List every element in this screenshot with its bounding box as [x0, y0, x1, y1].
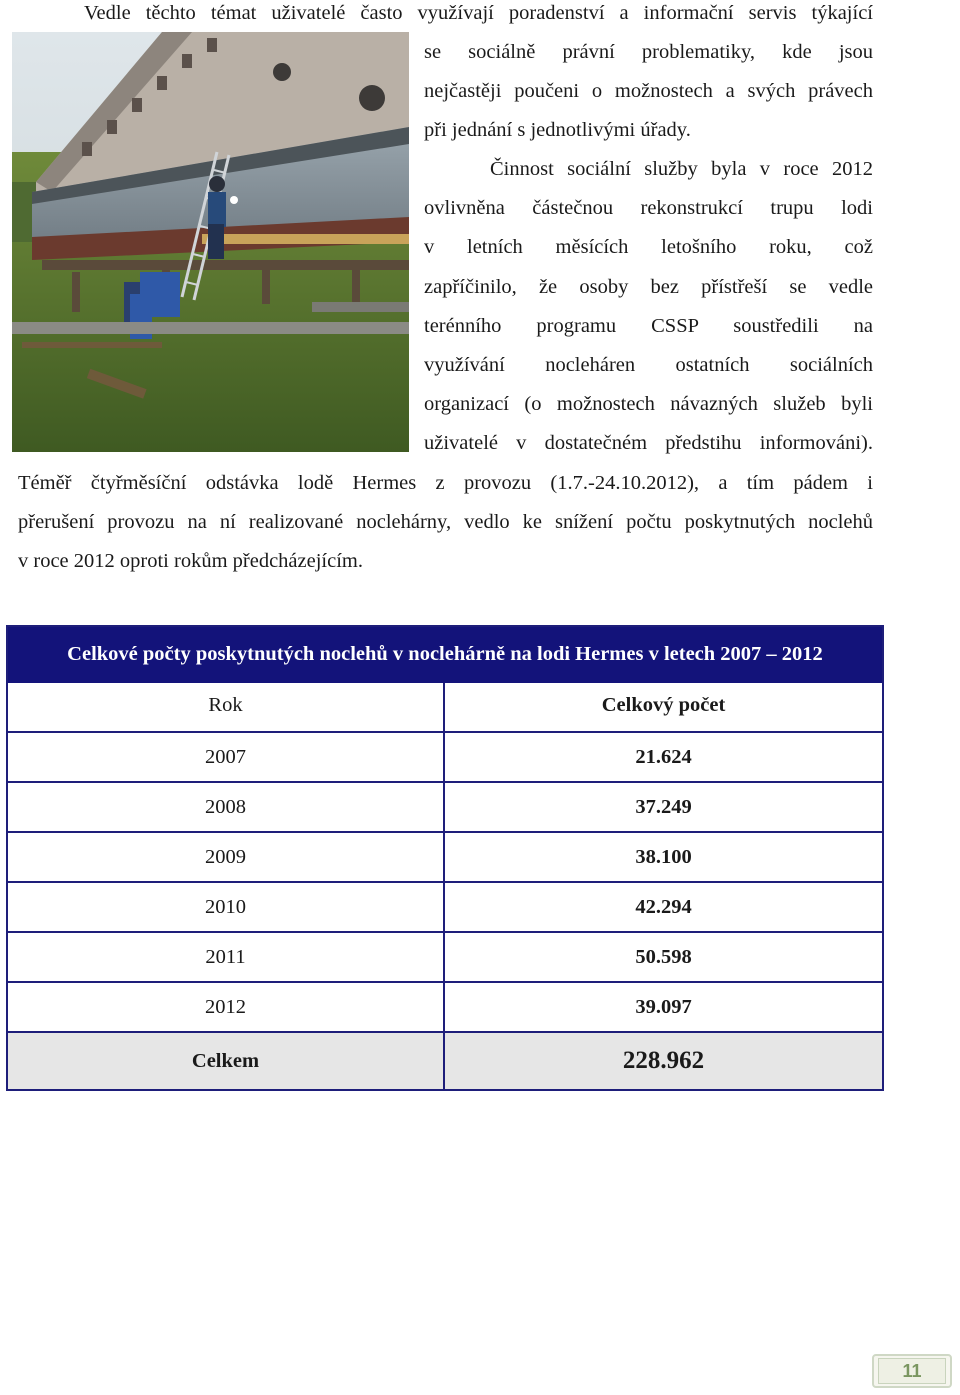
total-value: 228.962: [622, 1047, 705, 1074]
table-row: [8, 933, 882, 983]
year-cell: 2011: [8, 933, 445, 981]
paragraph-line: přerušení provozu na ní realizované noclehárny, vedlo ke snížení počtu poskytnutých noclehů: [18, 511, 873, 533]
table-total-row: [8, 1033, 882, 1089]
year-cell: 2008: [8, 783, 445, 831]
paragraph-line: využívání nocleháren ostatních sociálních: [424, 354, 873, 376]
column-header-total: Celkový počet: [601, 693, 726, 716]
table-row: [8, 833, 882, 883]
table-row: [8, 983, 882, 1033]
table-header-row: [8, 683, 882, 733]
paragraph-line: v letních měsících letošního roku, což: [424, 236, 873, 258]
paragraph-line: se sociálně právní problematiky, kde jsou: [424, 41, 873, 63]
count-cell: 42.294: [635, 895, 692, 918]
lodging-statistics-table: [6, 625, 884, 1091]
page-number: 11: [878, 1358, 946, 1384]
total-label: Celkem: [8, 1033, 445, 1089]
year-cell: 2012: [8, 983, 445, 1031]
paragraph-line: při jednání s jednotlivými úřady.: [424, 119, 691, 141]
table-title: Celkové počty poskytnutých noclehů v noclehárně na lodi Hermes v letech 2007 – 2012: [8, 627, 882, 683]
paragraph-line: terénního programu CSSP soustředili na: [424, 315, 873, 337]
count-cell: 38.100: [635, 845, 692, 868]
count-cell: 50.598: [635, 945, 692, 968]
year-cell: 2010: [8, 883, 445, 931]
paragraph-line: v roce 2012 oproti rokům předcházejícím.: [18, 550, 363, 572]
paragraph-line: uživatelé v dostatečném předstihu informováni).: [424, 432, 873, 454]
paragraph-line: Vedle těchto témat uživatelé často využívají poradenství a informační servis týkající: [84, 2, 873, 24]
year-cell: 2007: [8, 733, 445, 781]
table-row: [8, 733, 882, 783]
paragraph-line: zapříčinilo, že osoby bez přístřeší se vedle: [424, 276, 873, 298]
count-cell: 39.097: [635, 995, 692, 1018]
column-header-year: Rok: [8, 683, 445, 731]
count-cell: 37.249: [635, 795, 692, 818]
paragraph-line: nejčastěji poučeni o možnostech a svých právech: [424, 80, 873, 102]
year-cell: 2009: [8, 833, 445, 881]
paragraph-line: organizací (o možnostech návazných služeb byli: [424, 393, 873, 415]
page-number-box: [872, 1354, 952, 1388]
table-row: [8, 783, 882, 833]
ship-repair-photo: [12, 32, 409, 452]
paragraph-line: Činnost sociální služby byla v roce 2012: [490, 158, 873, 180]
paragraph-line: ovlivněna částečnou rekonstrukcí trupu lodi: [424, 197, 873, 219]
paragraph-line: Téměř čtyřměsíční odstávka lodě Hermes z provozu (1.7.-24.10.2012), a tím pádem i: [18, 472, 873, 494]
count-cell: 21.624: [635, 745, 692, 768]
table-row: [8, 883, 882, 933]
